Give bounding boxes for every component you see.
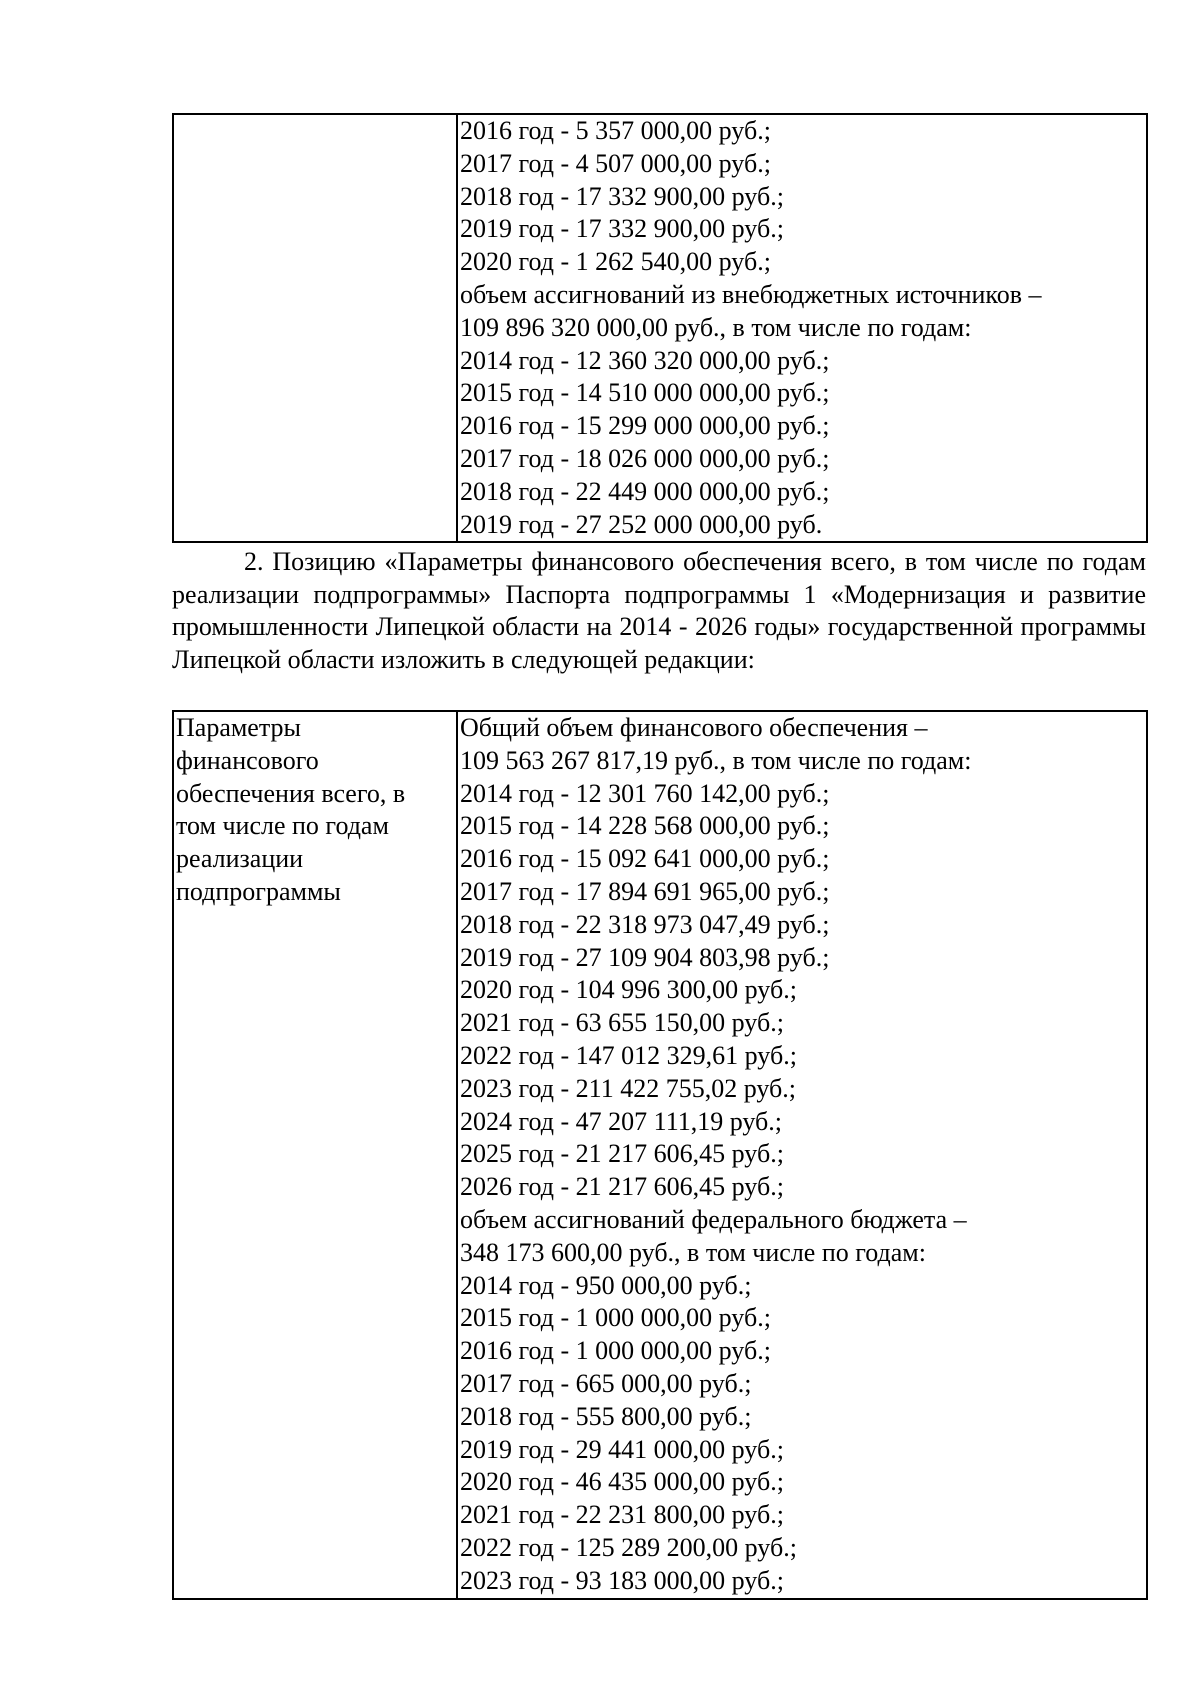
text-line: 2023 год - 211 422 755,02 руб.; [460,1073,796,1103]
values-cell [457,711,1147,1599]
text-line: том числе по годам [176,811,389,841]
text-line: 2016 год - 15 299 000 000,00 руб.; [460,411,830,441]
funding-parameters-table [172,710,1148,1600]
text-line: 109 896 320 000,00 руб., в том числе по годам: [460,312,972,342]
text-line: 2019 год - 17 332 900,00 руб.; [460,214,784,244]
text-line: 2014 год - 12 301 760 142,00 руб.; [460,778,830,808]
text-line: 109 563 267 817,19 руб., в том числе по годам: [460,745,972,775]
text-line: подпрограммы [176,876,341,906]
text-line: 2017 год - 17 894 691 965,00 руб.; [460,876,830,906]
text-line: 2019 год - 27 252 000 000,00 руб. [460,509,823,539]
label-cell-empty [173,114,457,542]
text-line: 2018 год - 22 318 973 047,49 руб.; [460,909,830,939]
text-line: 2017 год - 4 507 000,00 руб.; [460,148,771,178]
text-line: объем ассигнований федерального бюджета – [460,1204,967,1234]
text-line: 2014 год - 950 000,00 руб.; [460,1270,752,1300]
text-line: 2024 год - 47 207 111,19 руб.; [460,1106,782,1136]
text-line: 2021 год - 63 655 150,00 руб.; [460,1008,784,1038]
text-line: 2016 год - 1 000 000,00 руб.; [460,1336,771,1366]
text-line: 348 173 600,00 руб., в том числе по годам: [460,1237,926,1267]
text-line: объем ассигнований из внебюджетных источников – [460,279,1042,309]
text-line: 2022 год - 147 012 329,61 руб.; [460,1040,797,1070]
text-line: 2022 год - 125 289 200,00 руб.; [460,1532,797,1562]
text-line: 2017 год - 18 026 000 000,00 руб.; [460,443,830,473]
text-line: 2015 год - 14 228 568 000,00 руб.; [460,811,830,841]
text-line: 2019 год - 27 109 904 803,98 руб.; [460,942,830,972]
text-line: 2023 год - 93 183 000,00 руб.; [460,1565,784,1595]
text-line: Общий объем финансового обеспечения – [460,713,928,742]
text-line: 2026 год - 21 217 606,45 руб.; [460,1172,784,1202]
text-line: 2020 год - 1 262 540,00 руб.; [460,247,771,277]
text-line: 2015 год - 1 000 000,00 руб.; [460,1303,771,1333]
text-line: 2016 год - 5 357 000,00 руб.; [460,116,771,145]
text-line: 2020 год - 104 996 300,00 руб.; [460,975,797,1005]
table-row [173,114,1147,542]
text-line: 2020 год - 46 435 000,00 руб.; [460,1467,784,1497]
text-line: 2017 год - 665 000,00 руб.; [460,1368,752,1398]
text-line: 2018 год - 555 800,00 руб.; [460,1401,752,1431]
parameter-label-cell [173,711,457,1599]
table-row [173,711,1147,1599]
text-line: 2016 год - 15 092 641 000,00 руб.; [460,844,830,874]
text-line: реализации [176,844,304,874]
text-line: 2018 год - 22 449 000 000,00 руб.; [460,476,830,506]
amendment-paragraph: 2. Позицию «Параметры финансового обеспечения всего, в том числе по годам реализации подпрограммы» Паспорта подпрограммы 1 «Модернизация и развитие промышленности Липецкой области на 2014 - 2026 годы» государственной программы Липецкой области изложить в следующей редакции: [172,547,1146,674]
text-line: финансового [176,745,319,775]
text-line: 2018 год - 17 332 900,00 руб.; [460,181,784,211]
text-line: 2025 год - 21 217 606,45 руб.; [460,1139,784,1169]
text-line: 2014 год - 12 360 320 000,00 руб.; [460,345,830,375]
text-line: обеспечения всего, в [176,778,406,808]
text-line: Параметры [176,713,301,742]
text-line: 2021 год - 22 231 800,00 руб.; [460,1500,784,1530]
funding-table-continued [172,113,1148,543]
text-line: 2015 год - 14 510 000 000,00 руб.; [460,378,830,408]
text-line: 2019 год - 29 441 000,00 руб.; [460,1434,784,1464]
values-cell [457,114,1147,542]
